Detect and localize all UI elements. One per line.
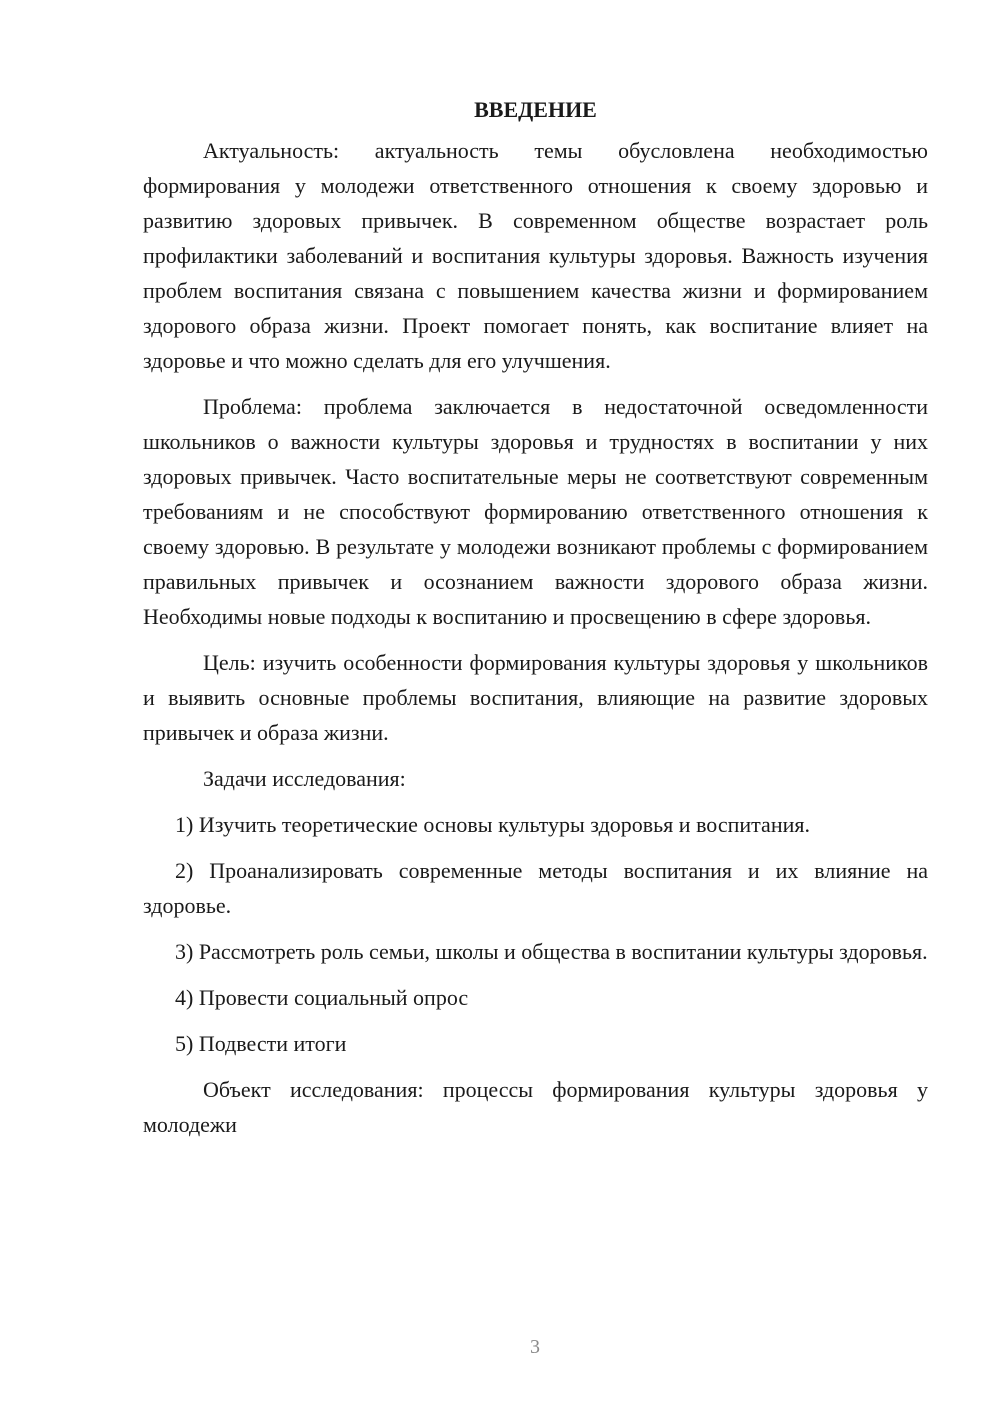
page-number: 3 bbox=[530, 1336, 540, 1358]
task-item-1: 1) Изучить теоретические основы культуры здоровья и воспитания. bbox=[175, 812, 810, 837]
page-title: ВВЕДЕНИЕ bbox=[474, 97, 597, 122]
paragraph-problem: Проблема: проблема заключается в недостаточной осведомленности школьников о важности культуры здоровья и трудностях в воспитании у них здоровых привычек. Часто воспитательные меры не соответствуют современным требованиям и не способствуют формированию ответственного отношения к своему здоровью. В результате у молодежи возникают проблемы с формированием правильных привычек и осознанием важности здорового образа жизни. Необходимы новые подходы к воспитанию и просвещению в сфере здоровья. bbox=[143, 394, 928, 629]
paragraph-object: Объект исследования: процессы формирования культуры здоровья у молодежи bbox=[143, 1077, 928, 1137]
paragraph-relevance: Актуальность: актуальность темы обусловлена необходимостью формирования у молодежи ответственного отношения к своему здоровью и развитию здоровых привычек. В современном обществе возрастает роль профилактики заболеваний и воспитания культуры здоровья. Важность изучения проблем воспитания связана с повышением качества жизни и формированием здорового образа жизни. Проект помогает понять, как воспитание влияет на здоровье и что можно сделать для его улучшения. bbox=[143, 138, 928, 373]
task-item-5: 5) Подвести итоги bbox=[175, 1031, 347, 1056]
task-item-3: 3) Рассмотреть роль семьи, школы и общества в воспитании культуры здоровья. bbox=[175, 939, 928, 964]
paragraph-tasks-heading: Задачи исследования: bbox=[203, 766, 406, 791]
paragraph-goal: Цель: изучить особенности формирования культуры здоровья у школьников и выявить основные проблемы воспитания, влияющие на развитие здоровых привычек и образа жизни. bbox=[143, 650, 928, 745]
task-item-4: 4) Провести социальный опрос bbox=[175, 985, 469, 1010]
document-page bbox=[143, 92, 928, 1153]
task-item-2: 2) Проанализировать современные методы воспитания и их влияние на здоровье. bbox=[143, 858, 928, 918]
